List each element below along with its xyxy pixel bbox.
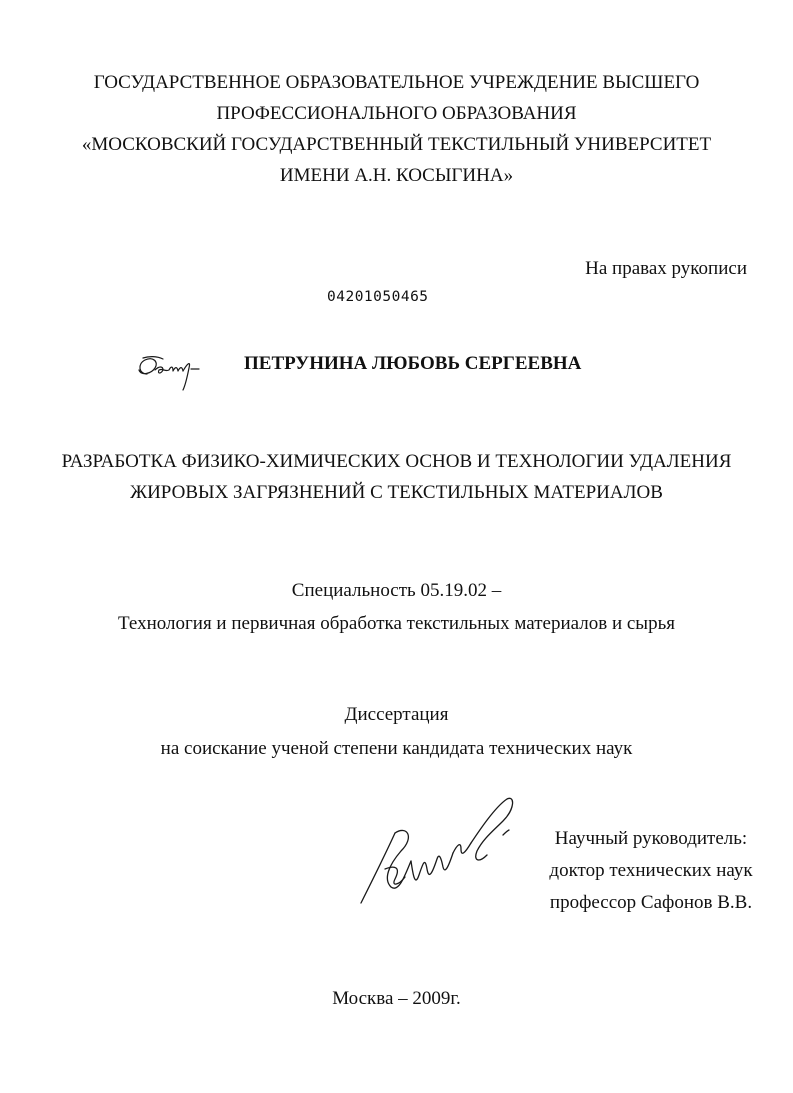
institution-line-4: ИМЕНИ А.Н. КОСЫГИНА» [279,165,514,186]
specialty-code: Специальность 05.19.02 – [291,580,502,601]
registration-number: 04201050465 [327,289,429,305]
manuscript-note: На правах рукописи [585,258,747,279]
supervisor-name: профессор Сафонов В.В. [549,892,753,913]
dissertation-label: Диссертация [344,704,449,725]
institution-line-2: ПРОФЕССИОНАЛЬНОГО ОБРАЗОВАНИЯ [216,103,577,124]
thesis-title [0,446,793,508]
city-year-text: Москва – 2009г. [332,988,461,1009]
thesis-title-line-2: ЖИРОВЫХ ЗАГРЯЗНЕНИЙ С ТЕКСТИЛЬНЫХ МАТЕРИАЛОВ [130,482,663,503]
author-signature [133,344,213,394]
specialty-name: Технология и первичная обработка текстильных материалов и сырья [118,613,675,634]
specialty [0,574,793,640]
author-name: ПЕТРУНИНА ЛЮБОВЬ СЕРГЕЕВНА [244,353,582,374]
institution-header [0,67,793,191]
supervisor-role: Научный руководитель: [554,828,748,849]
degree-sought: на соискание ученой степени кандидата технических наук [160,738,633,759]
institution-line-3: «МОСКОВСКИЙ ГОСУДАРСТВЕННЫЙ ТЕКСТИЛЬНЫЙ УНИВЕРСИТЕТ [81,134,712,155]
supervisor-degree: доктор технических наук [549,860,753,881]
supervisor-signature [355,795,520,907]
dissertation-type [0,698,793,766]
supervisor-block [540,823,762,919]
institution-line-1: ГОСУДАРСТВЕННОЕ ОБРАЗОВАТЕЛЬНОЕ УЧРЕЖДЕНИЕ ВЫСШЕГО [93,72,700,93]
thesis-title-line-1: РАЗРАБОТКА ФИЗИКО-ХИМИЧЕСКИХ ОСНОВ И ТЕХНОЛОГИИ УДАЛЕНИЯ [61,451,732,472]
city-year [0,983,793,1014]
